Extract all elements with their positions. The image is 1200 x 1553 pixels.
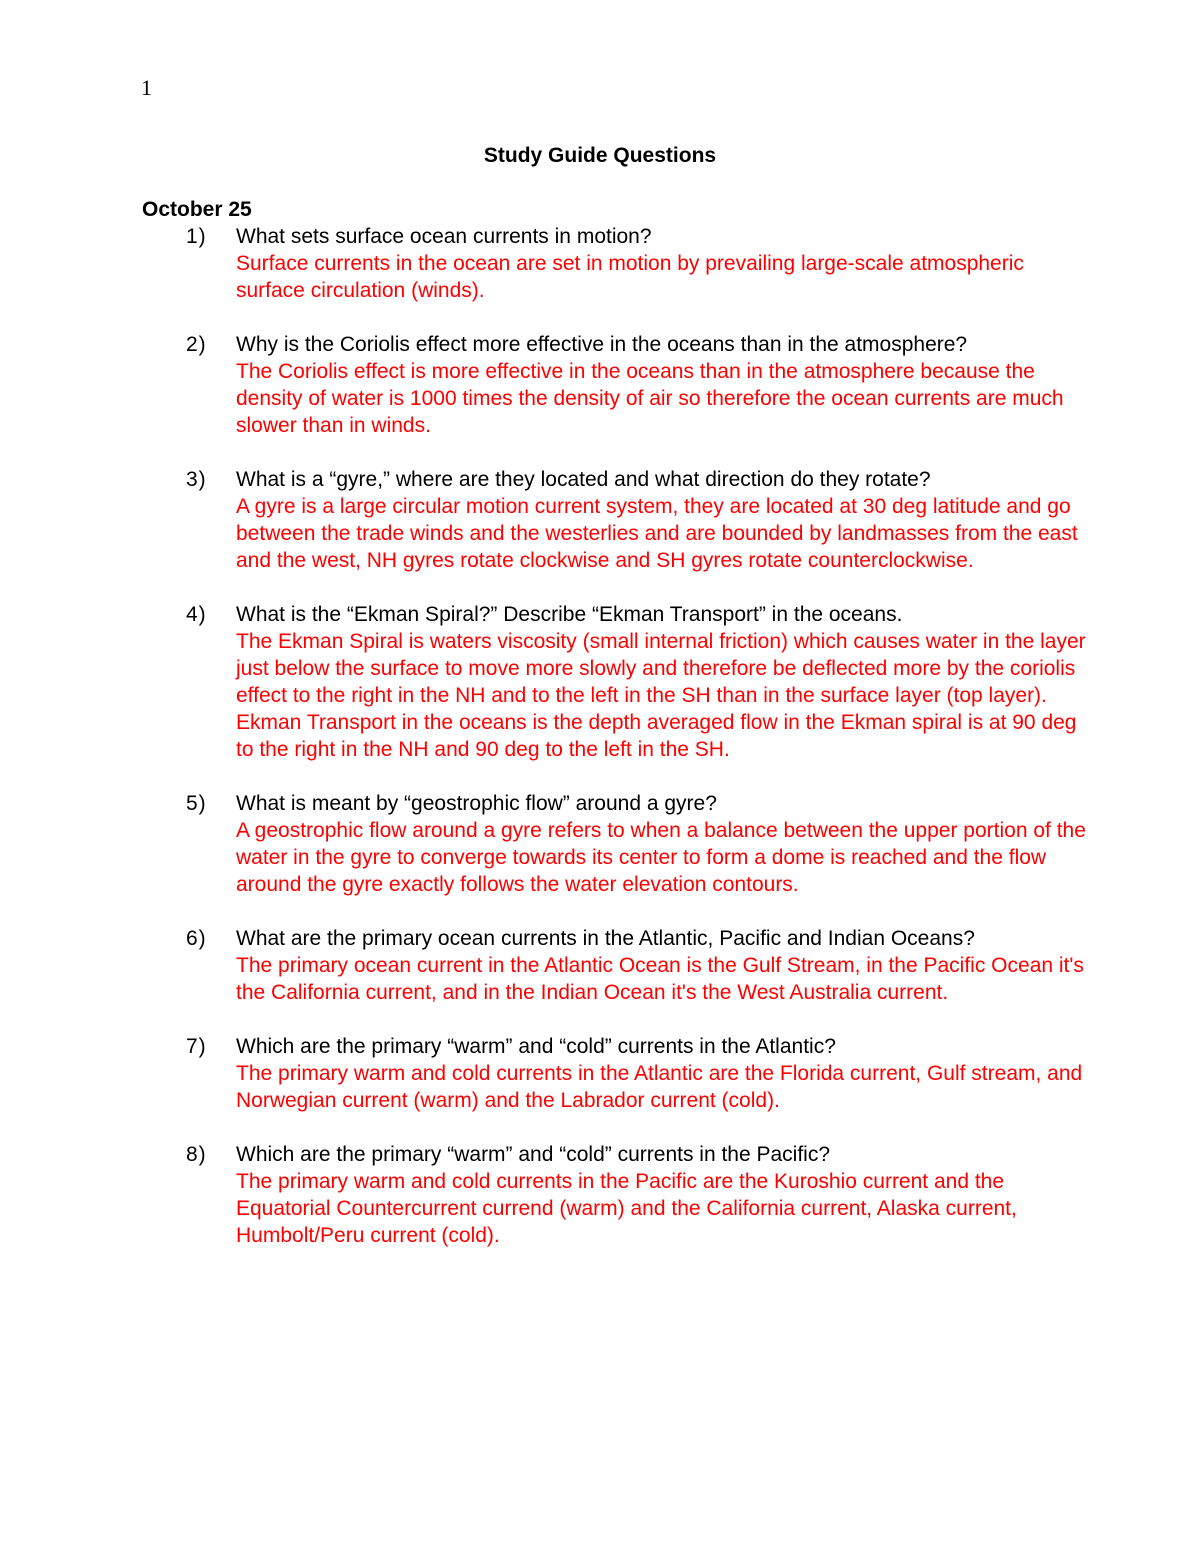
- answer-text: The Ekman Spiral is waters viscosity (small internal friction) which causes water in the layer just below the surface to move more slowly and therefore be deflected more by the coriolis effect to the right in the NH and to the left in the SH than in the surface layer (top layer). Ekman Transport in the oceans is the depth averaged flow in the Ekman spiral is at 90 deg to the right in the NH and 90 deg to the left in the SH.: [236, 630, 1086, 761]
- question-text: Which are the primary “warm” and “cold” currents in the Atlantic?: [236, 1035, 836, 1058]
- question-number: 2): [186, 333, 207, 356]
- question-text: What are the primary ocean currents in the Atlantic, Pacific and Indian Oceans?: [236, 927, 975, 950]
- question-number: 1): [186, 225, 207, 248]
- question-item-6: [186, 925, 1086, 1006]
- page-number: 1: [141, 75, 152, 100]
- question-item-8: [186, 1141, 1086, 1249]
- answer-text: A gyre is a large circular motion current system, they are located at 30 deg latitude and go between the trade winds and the westerlies and are bounded by landmasses from the east and the west, NH gyres rotate clockwise and SH gyres rotate counterclockwise.: [236, 495, 1078, 572]
- question-number: 4): [186, 603, 207, 626]
- question-text: What is the “Ekman Spiral?” Describe “Ekman Transport” in the oceans.: [236, 603, 903, 626]
- answer-text: The Coriolis effect is more effective in the oceans than in the atmosphere because the density of water is 1000 times the density of air so therefore the ocean currents are much slower than in winds.: [236, 360, 1064, 437]
- question-text: Why is the Coriolis effect more effective in the oceans than in the atmosphere?: [236, 333, 968, 356]
- question-number: 3): [186, 468, 207, 491]
- question-text: What sets surface ocean currents in motion?: [236, 225, 652, 248]
- question-item-1: [186, 223, 1086, 304]
- question-item-2: [186, 331, 1086, 439]
- question-number: 6): [186, 927, 207, 950]
- section-heading-date: October 25: [142, 198, 252, 221]
- question-item-3: [186, 466, 1086, 574]
- answer-text: A geostrophic flow around a gyre refers to when a balance between the upper portion of the water in the gyre to converge towards its center to form a dome is reached and the flow around the gyre exactly follows the water elevation contours.: [236, 819, 1086, 896]
- question-item-4: [186, 601, 1086, 763]
- answer-text: The primary ocean current in the Atlantic Ocean is the Gulf Stream, in the Pacific Ocean it's the California current, and in the Indian Ocean it's the West Australia current.: [236, 954, 1084, 1004]
- question-number: 7): [186, 1035, 207, 1058]
- question-number: 8): [186, 1143, 207, 1166]
- answer-text: The primary warm and cold currents in the Pacific are the Kuroshio current and the Equatorial Countercurrent currend (warm) and the California current, Alaska current, Humbolt/Peru current (cold).: [236, 1170, 1017, 1247]
- answer-text: Surface currents in the ocean are set in motion by prevailing large-scale atmospheric surface circulation (winds).: [236, 252, 1024, 302]
- question-text: Which are the primary “warm” and “cold” currents in the Pacific?: [236, 1143, 831, 1166]
- answer-text: The primary warm and cold currents in the Atlantic are the Florida current, Gulf stream, and Norwegian current (warm) and the Labrador current (cold).: [236, 1062, 1083, 1112]
- document-title: Study Guide Questions: [483, 144, 717, 167]
- question-item-7: [186, 1033, 1086, 1114]
- question-number: 5): [186, 792, 207, 815]
- question-item-5: [186, 790, 1086, 898]
- question-text: What is a “gyre,” where are they located and what direction do they rotate?: [236, 468, 931, 491]
- question-list: [186, 223, 1086, 1276]
- question-text: What is meant by “geostrophic flow” around a gyre?: [236, 792, 717, 815]
